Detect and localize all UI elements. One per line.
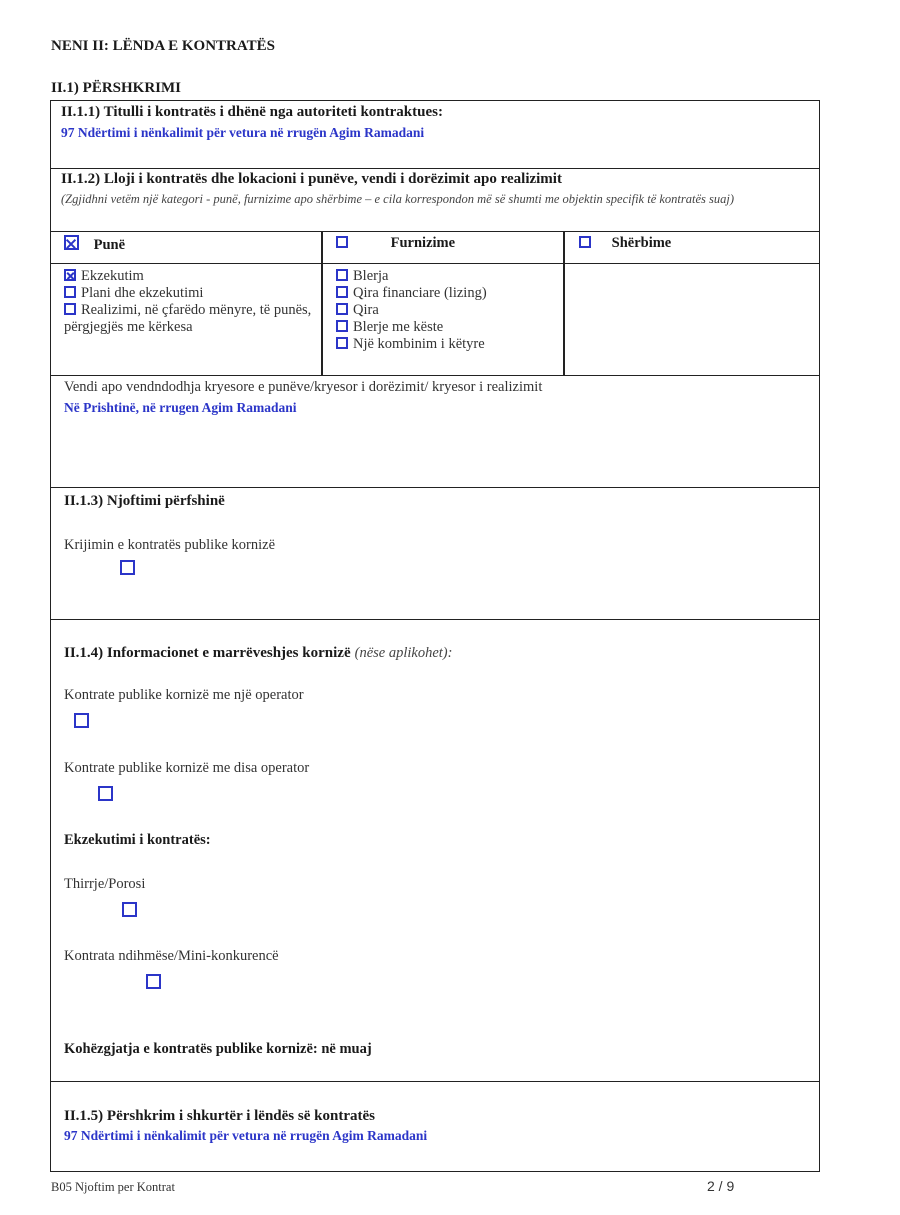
location-label: Vendi apo vendndodhja kryesore e punëve/kryesor i dorëzimit/ kryesor i realizimit — [64, 379, 543, 395]
checkbox-icon[interactable] — [98, 786, 113, 801]
furnizime-option-label: Blerje me këste — [353, 319, 444, 335]
footer-doc-name: B05 Njoftim per Kontrat — [51, 1180, 175, 1194]
pune-option[interactable] — [64, 285, 314, 302]
checkbox-icon[interactable] — [64, 286, 76, 298]
checkbox-icon[interactable] — [336, 337, 348, 349]
section-ii-1-4 — [50, 619, 820, 1082]
checkbox-checked-icon[interactable] — [64, 235, 79, 250]
furnizime-option-label: Një kombinim i këtyre — [353, 336, 485, 352]
section-title: NENI II: LËNDA E KONTRATËS — [51, 38, 275, 54]
section-ii-1-5 — [50, 1081, 820, 1172]
section-ii-1-2 — [50, 168, 820, 232]
category-sherbime-label: Shërbime — [611, 235, 672, 251]
furnizime-option[interactable] — [336, 319, 561, 336]
pune-option[interactable] — [64, 302, 314, 336]
pune-options — [64, 268, 314, 336]
contract-type-label: II.1.2) Lloji i kontratës dhe lokacioni i punëve, vendi i dorëzimit apo realizimit — [61, 171, 562, 187]
checkbox-checked-icon[interactable] — [64, 269, 76, 281]
pune-option-label: Ekzekutim — [81, 268, 144, 284]
title-label: II.1.1) Titulli i kontratës i dhënë nga autoriteti kontraktues: — [61, 104, 443, 120]
category-pune-label: Punë — [93, 237, 126, 253]
furnizime-options — [336, 268, 561, 353]
execution-label: Ekzekutimi i kontratës: — [64, 832, 211, 848]
pune-option[interactable] — [64, 268, 314, 285]
contract-type-hint: (Zgjidhni vetëm një kategori - punë, furnizime apo shërbime – e cila korrespondon më së shumti me objektin specifik të kontratës suaj) — [61, 192, 735, 206]
one-operator-label: Kontrate publike kornizë me një operator — [64, 687, 304, 703]
checkbox-icon[interactable] — [336, 286, 348, 298]
checkbox-icon[interactable] — [120, 560, 135, 575]
furnizime-option-label: Qira — [353, 302, 379, 318]
many-operators-label: Kontrate publike kornizë me disa operator — [64, 760, 310, 776]
checkbox-icon[interactable] — [336, 236, 348, 248]
checkbox-icon[interactable] — [64, 303, 76, 315]
short-description-label: II.1.5) Përshkrim i shkurtër i lëndës së kontratës — [64, 1108, 375, 1124]
checkbox-icon[interactable] — [336, 320, 348, 332]
category-pune[interactable] — [64, 235, 125, 254]
category-sherbime[interactable] — [579, 235, 671, 252]
title-value: 97 Ndërtimi i nënkalimit për vetura në rrugën Agim Ramadani — [61, 125, 425, 140]
pune-option-label: Realizimi, në çfarëdo mënyre, të punës, përgjegjës me kërkesa — [64, 302, 312, 335]
framework-info-label: II.1.4) Informacionet e marrëveshjes kornizë — [64, 645, 351, 661]
section-ii-1-3 — [50, 487, 820, 620]
furnizime-option[interactable] — [336, 268, 561, 285]
location-section — [50, 375, 820, 488]
checkbox-icon[interactable] — [579, 236, 591, 248]
furnizime-option[interactable] — [336, 285, 561, 302]
notice-includes-label: II.1.3) Njoftimi përfshinë — [64, 493, 225, 509]
checkbox-icon[interactable] — [336, 303, 348, 315]
checkbox-icon[interactable] — [146, 974, 161, 989]
furnizime-option[interactable] — [336, 302, 561, 319]
furnizime-option-label: Blerja — [353, 268, 389, 284]
short-description-value: 97 Ndërtimi i nënkalimit për vetura në rrugën Agim Ramadani — [64, 1128, 428, 1143]
mini-competition-label: Kontrata ndihmëse/Mini-konkurencë — [64, 948, 279, 964]
furnizime-option[interactable] — [336, 336, 561, 353]
duration-label: Kohëzgjatja e kontratës publike kornizë: në muaj — [64, 1041, 372, 1057]
location-value: Në Prishtinë, në rrugen Agim Ramadani — [64, 400, 297, 415]
footer-page-number: 2 / 9 — [707, 1178, 735, 1194]
order-label: Thirrje/Porosi — [64, 876, 146, 892]
checkbox-icon[interactable] — [122, 902, 137, 917]
furnizime-option-label: Qira financiare (lizing) — [353, 285, 487, 301]
category-furnizime-label: Furnizime — [390, 235, 456, 251]
category-furnizime[interactable] — [336, 235, 455, 252]
framework-info-heading — [64, 644, 452, 662]
checkbox-icon[interactable] — [74, 713, 89, 728]
pune-option-label: Plani dhe ekzekutimi — [81, 285, 204, 301]
checkbox-icon[interactable] — [336, 269, 348, 281]
framework-creation-label: Krijimin e kontratës publike kornizë — [64, 537, 276, 553]
section-ii-1-1 — [50, 100, 820, 169]
subsection-title: II.1) PËRSHKRIMI — [51, 80, 182, 96]
framework-info-note: (nëse aplikohet): — [354, 645, 453, 661]
